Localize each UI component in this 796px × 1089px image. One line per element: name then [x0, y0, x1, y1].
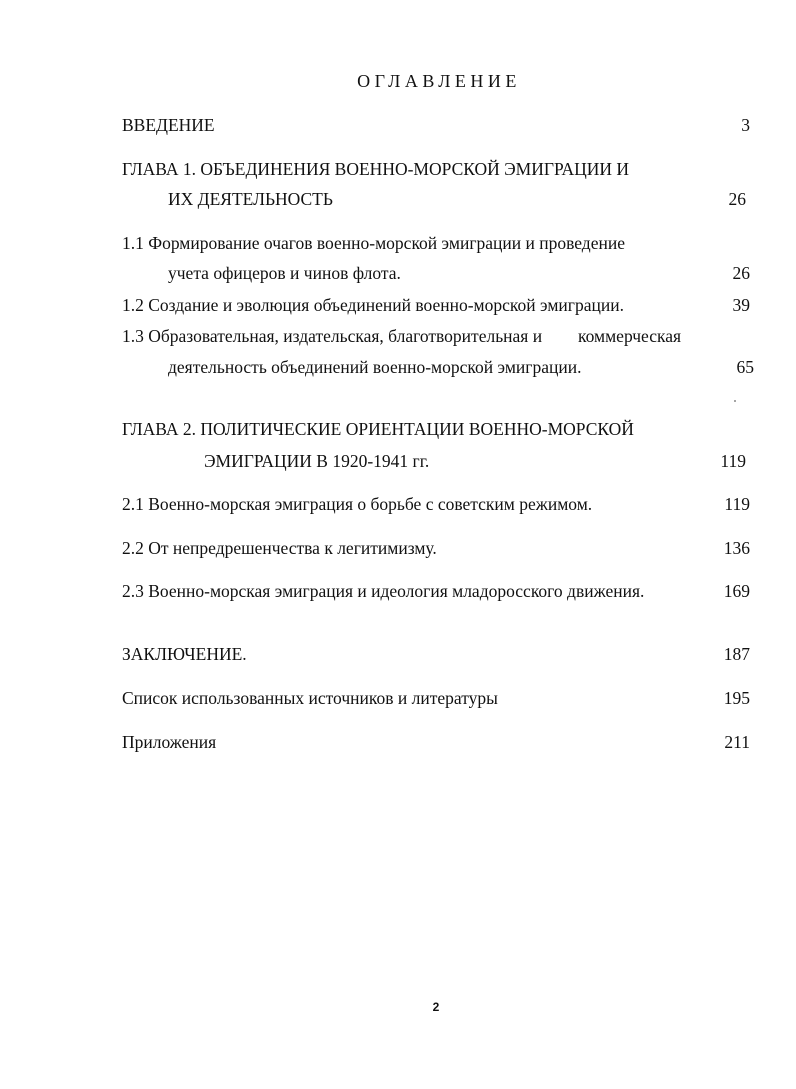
toc-entry-page: 26	[728, 189, 746, 209]
toc-entry-page: 26	[732, 263, 750, 283]
toc-entry-title: 1.1 Формирование очагов военно-морской эмиграции и проведение	[122, 233, 625, 253]
toc-entry-title: ГЛАВА 1. ОБЪЕДИНЕНИЯ ВОЕННО-МОРСКОЙ ЭМИГРАЦИИ И	[122, 159, 630, 179]
toc-entry-title: Список использованных источников и литературы	[122, 688, 498, 708]
toc-entry-page: 65	[736, 357, 754, 377]
toc-entry-page: 169	[723, 581, 750, 601]
toc-entry-page: 119	[720, 451, 746, 471]
toc-entry-page: 187	[723, 644, 750, 664]
toc-entry-title-continuation: ЭМИГРАЦИИ В 1920-1941 гг.	[204, 451, 430, 471]
toc-entry-title-continuation: ИХ ДЕЯТЕЛЬНОСТЬ	[168, 189, 333, 209]
page-number: 2	[432, 1000, 440, 1014]
toc-entry-page: 195	[723, 688, 750, 708]
toc-entry-page: 39	[732, 295, 750, 315]
toc-entry-title: 1.3 Образовательная, издательская, благотворительная и	[122, 326, 543, 346]
toc-entry-title: Приложения	[122, 732, 217, 752]
toc-entry-page: 119	[724, 494, 750, 514]
toc-entry-title: 2.2 От непредрешенчества к легитимизму.	[122, 538, 437, 558]
toc-entry-title: ВВЕДЕНИЕ	[122, 115, 215, 135]
toc-entry-title: 1.2 Создание и эволюция объединений военно-морской эмиграции.	[122, 295, 624, 315]
toc-entry-title: ЗАКЛЮЧЕНИЕ.	[122, 644, 247, 664]
toc-entry-title-continuation: учета офицеров и чинов флота.	[168, 263, 401, 283]
toc-entry-title: 2.3 Военно-морская эмиграция и идеология младоросского движения.	[122, 581, 645, 601]
toc-entry-page: 136	[723, 538, 750, 558]
toc-entry-title-continuation: деятельность объединений военно-морской эмиграции.	[168, 357, 582, 377]
toc-entry-title: ГЛАВА 2. ПОЛИТИЧЕСКИЕ ОРИЕНТАЦИИ ВОЕННО-МОРСКОЙ	[122, 419, 634, 439]
scan-speck	[734, 400, 736, 402]
toc-entry-title: 2.1 Военно-морская эмиграция о борьбе с советским режимом.	[122, 494, 593, 514]
toc-entry-page: 211	[724, 732, 750, 752]
toc-entry-page: 3	[741, 115, 750, 135]
toc-heading: ОГЛАВЛЕНИЕ	[357, 71, 521, 91]
toc-entry-title-end: коммерческая	[578, 326, 682, 346]
